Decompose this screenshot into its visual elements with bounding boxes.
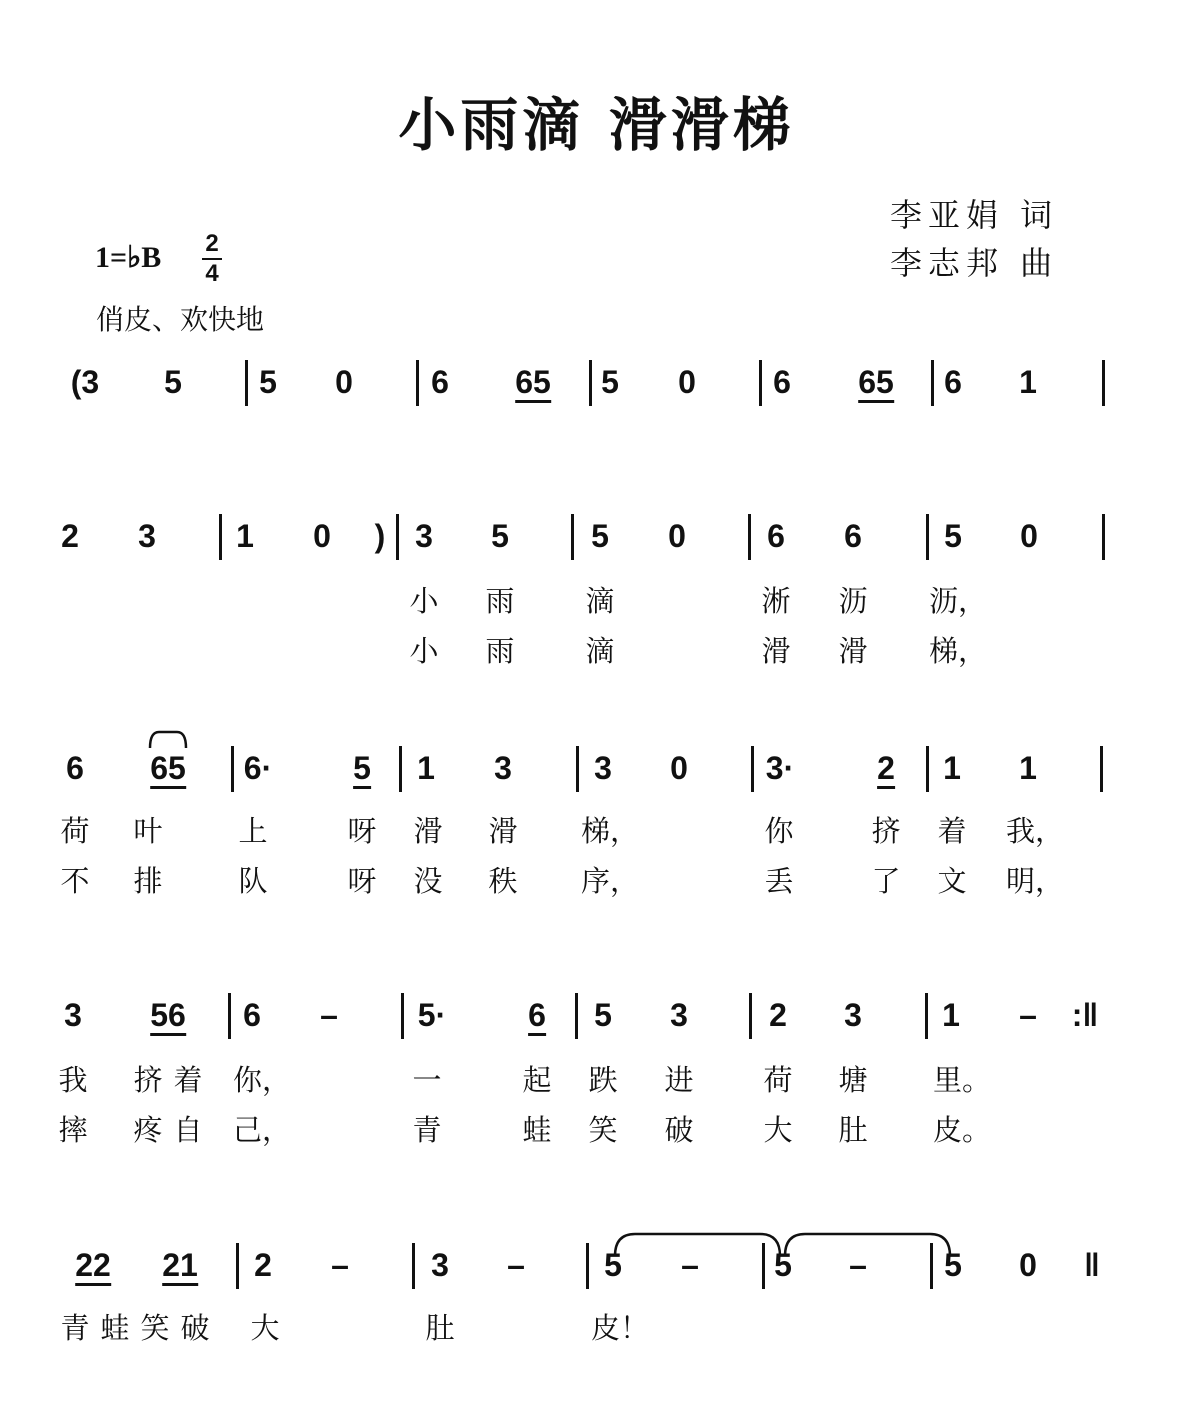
lyric-syllable: 文 xyxy=(937,864,967,898)
barline xyxy=(748,514,751,560)
lyric-syllable: 里。 xyxy=(932,1063,992,1097)
lyric-syllable: 肚 xyxy=(425,1311,455,1345)
lyric-syllable: 青 xyxy=(412,1113,442,1147)
note: 0 xyxy=(1019,1247,1037,1283)
note: – xyxy=(849,1247,867,1283)
lyric-syllable: 疼 xyxy=(133,1113,163,1147)
barline xyxy=(401,993,404,1039)
note: 3 xyxy=(415,518,433,554)
lyric-syllable: 皮。 xyxy=(932,1113,992,1147)
barline xyxy=(396,514,399,560)
note: 0 xyxy=(670,750,688,786)
note: – xyxy=(681,1247,699,1283)
lyric-syllable: 挤 xyxy=(871,814,901,848)
lyric-syllable: 摔 xyxy=(58,1113,88,1147)
lyric-syllable: 沥， xyxy=(928,584,988,618)
lyric-syllable: 雨 xyxy=(485,584,515,618)
lyric-syllable: 蛙 xyxy=(100,1311,130,1345)
note: 6 xyxy=(944,364,962,400)
lyric-syllable: 叶 xyxy=(133,814,163,848)
note: 0 xyxy=(678,364,696,400)
key-signature: 1=♭B xyxy=(95,241,162,274)
lyric-syllable: 淅 xyxy=(761,584,791,618)
tie-arc xyxy=(615,1232,780,1260)
lyric-syllable: 呀 xyxy=(347,814,377,848)
barline xyxy=(219,514,222,560)
lyric-syllable: 起 xyxy=(522,1063,552,1097)
lyric-syllable: 笑 xyxy=(588,1113,618,1147)
lyric-syllable: 大 xyxy=(250,1311,280,1345)
barline xyxy=(589,360,592,406)
lyric-syllable: 滑 xyxy=(761,634,791,668)
lyric-syllable: 自 xyxy=(173,1113,203,1147)
lyric-syllable: 塘 xyxy=(838,1063,868,1097)
lyric-syllable: 你， xyxy=(232,1063,292,1097)
time-signature-bottom: 4 xyxy=(205,260,219,287)
note: 5 xyxy=(353,750,371,789)
lyric-syllable: 序， xyxy=(580,864,640,898)
note: ‖ xyxy=(1084,1247,1100,1283)
barline xyxy=(416,360,419,406)
note: 65 xyxy=(858,364,894,403)
lyric-syllable: 我 xyxy=(58,1063,88,1097)
note: 5 xyxy=(259,364,277,400)
song-title: 小雨滴 滑滑梯 xyxy=(398,91,795,159)
barline xyxy=(751,746,754,792)
lyric-syllable: 着 xyxy=(937,814,967,848)
note: 21 xyxy=(162,1247,198,1286)
barline xyxy=(231,746,234,792)
lyric-syllable: 大 xyxy=(763,1113,793,1147)
lyric-syllable: 破 xyxy=(180,1311,210,1345)
lyric-syllable: 滑 xyxy=(413,814,443,848)
note: 5 xyxy=(491,518,509,554)
tie-arc xyxy=(785,1232,950,1260)
lyric-syllable: 跌 xyxy=(588,1063,618,1097)
note: 6 xyxy=(844,518,862,554)
note: 6 xyxy=(528,997,546,1036)
time-signature xyxy=(202,232,222,286)
barline xyxy=(576,746,579,792)
note: 1 xyxy=(236,518,254,554)
lyric-syllable: 雨 xyxy=(485,634,515,668)
tempo-marking: 俏皮、欢快地 xyxy=(96,303,265,336)
barline xyxy=(925,993,928,1039)
lyric-syllable: 不 xyxy=(60,864,90,898)
lyric-syllable: 一 xyxy=(412,1063,442,1097)
note: – xyxy=(320,997,338,1033)
note: 6 xyxy=(66,750,84,786)
note: 5 xyxy=(164,364,182,400)
note: :‖ xyxy=(1071,997,1099,1033)
barline xyxy=(399,746,402,792)
note: – xyxy=(507,1247,525,1283)
note: 3 xyxy=(494,750,512,786)
lyric-syllable: 小 xyxy=(409,634,439,668)
barline xyxy=(571,514,574,560)
lyric-syllable: 蛙 xyxy=(522,1113,552,1147)
note: 6 xyxy=(767,518,785,554)
note: 3 xyxy=(844,997,862,1033)
note: 1 xyxy=(943,750,961,786)
note: 6 xyxy=(243,997,261,1033)
lyric-syllable: 队 xyxy=(238,864,268,898)
note: 5 xyxy=(944,1247,962,1283)
note: 5 xyxy=(944,518,962,554)
barline xyxy=(926,746,929,792)
time-signature-top: 2 xyxy=(205,230,219,257)
barline xyxy=(228,993,231,1039)
note: 6 xyxy=(773,364,791,400)
lyric-syllable: 了 xyxy=(871,864,901,898)
note: 0 xyxy=(313,518,331,554)
lyric-syllable: 秩 xyxy=(488,864,518,898)
lyric-syllable: 丢 xyxy=(764,864,794,898)
barline xyxy=(1100,746,1103,792)
barline xyxy=(1102,360,1105,406)
barline xyxy=(412,1243,415,1289)
barline xyxy=(759,360,762,406)
lyricist-credit: 李亚娟 词 xyxy=(890,196,1059,234)
lyric-syllable: 挤 xyxy=(133,1063,163,1097)
note: 3 xyxy=(670,997,688,1033)
lyric-syllable: 青 xyxy=(60,1311,90,1345)
note: 65 xyxy=(515,364,551,403)
lyric-syllable: 梯， xyxy=(580,814,640,848)
lyric-syllable: 破 xyxy=(664,1113,694,1147)
lyric-syllable: 呀 xyxy=(347,864,377,898)
note: 65 xyxy=(150,750,186,789)
lyric-syllable: 明， xyxy=(1005,864,1065,898)
lyric-syllable: 小 xyxy=(409,584,439,618)
note: 3 xyxy=(138,518,156,554)
note: 2 xyxy=(769,997,787,1033)
note: 5 xyxy=(591,518,609,554)
lyric-syllable: 着 xyxy=(173,1063,203,1097)
lyric-syllable: 滴 xyxy=(585,584,615,618)
lyric-syllable: 荷 xyxy=(60,814,90,848)
composer-credit: 李志邦 曲 xyxy=(890,244,1059,282)
note: 0 xyxy=(1020,518,1038,554)
lyric-syllable: 滑 xyxy=(838,634,868,668)
lyric-syllable: 进 xyxy=(664,1063,694,1097)
barline xyxy=(575,993,578,1039)
note: 2 xyxy=(254,1247,272,1283)
barline xyxy=(1102,514,1105,560)
note: 1 xyxy=(1019,364,1037,400)
note: 5 xyxy=(594,997,612,1033)
slur-arc xyxy=(150,730,186,752)
barline xyxy=(236,1243,239,1289)
note: 2 xyxy=(61,518,79,554)
lyric-syllable: 笑 xyxy=(140,1311,170,1345)
note: 6· xyxy=(243,750,273,786)
note: 5 xyxy=(774,1247,792,1283)
lyric-syllable: 没 xyxy=(413,864,443,898)
note: ) xyxy=(374,518,386,554)
lyric-syllable: 荷 xyxy=(763,1063,793,1097)
note: 2 xyxy=(877,750,895,789)
barline xyxy=(749,993,752,1039)
lyric-syllable: 我， xyxy=(1005,814,1065,848)
barline xyxy=(931,360,934,406)
lyric-syllable: 滴 xyxy=(585,634,615,668)
barline xyxy=(245,360,248,406)
lyric-syllable: 己， xyxy=(232,1113,292,1147)
note: 1 xyxy=(417,750,435,786)
note: 3 xyxy=(594,750,612,786)
barline xyxy=(586,1243,589,1289)
note: 6 xyxy=(431,364,449,400)
note: 56 xyxy=(150,997,186,1036)
note: 3· xyxy=(765,750,795,786)
lyric-syllable: 滑 xyxy=(488,814,518,848)
barline xyxy=(926,514,929,560)
note: – xyxy=(1019,997,1037,1033)
note: 5 xyxy=(601,364,619,400)
note: 5 xyxy=(604,1247,622,1283)
lyric-syllable: 梯， xyxy=(928,634,988,668)
lyric-syllable: 上 xyxy=(238,814,268,848)
lyric-syllable: 皮！ xyxy=(590,1311,650,1345)
lyric-syllable: 你 xyxy=(764,814,794,848)
note: 3 xyxy=(431,1247,449,1283)
lyric-syllable: 肚 xyxy=(838,1113,868,1147)
lyric-syllable: 排 xyxy=(133,864,163,898)
note: 1 xyxy=(1019,750,1037,786)
note: 5· xyxy=(417,997,447,1033)
note: 22 xyxy=(75,1247,111,1286)
note: 0 xyxy=(335,364,353,400)
note: (3 xyxy=(70,364,100,400)
note: 3 xyxy=(64,997,82,1033)
lyric-syllable: 沥 xyxy=(838,584,868,618)
note: – xyxy=(331,1247,349,1283)
note: 0 xyxy=(668,518,686,554)
note: 1 xyxy=(942,997,960,1033)
